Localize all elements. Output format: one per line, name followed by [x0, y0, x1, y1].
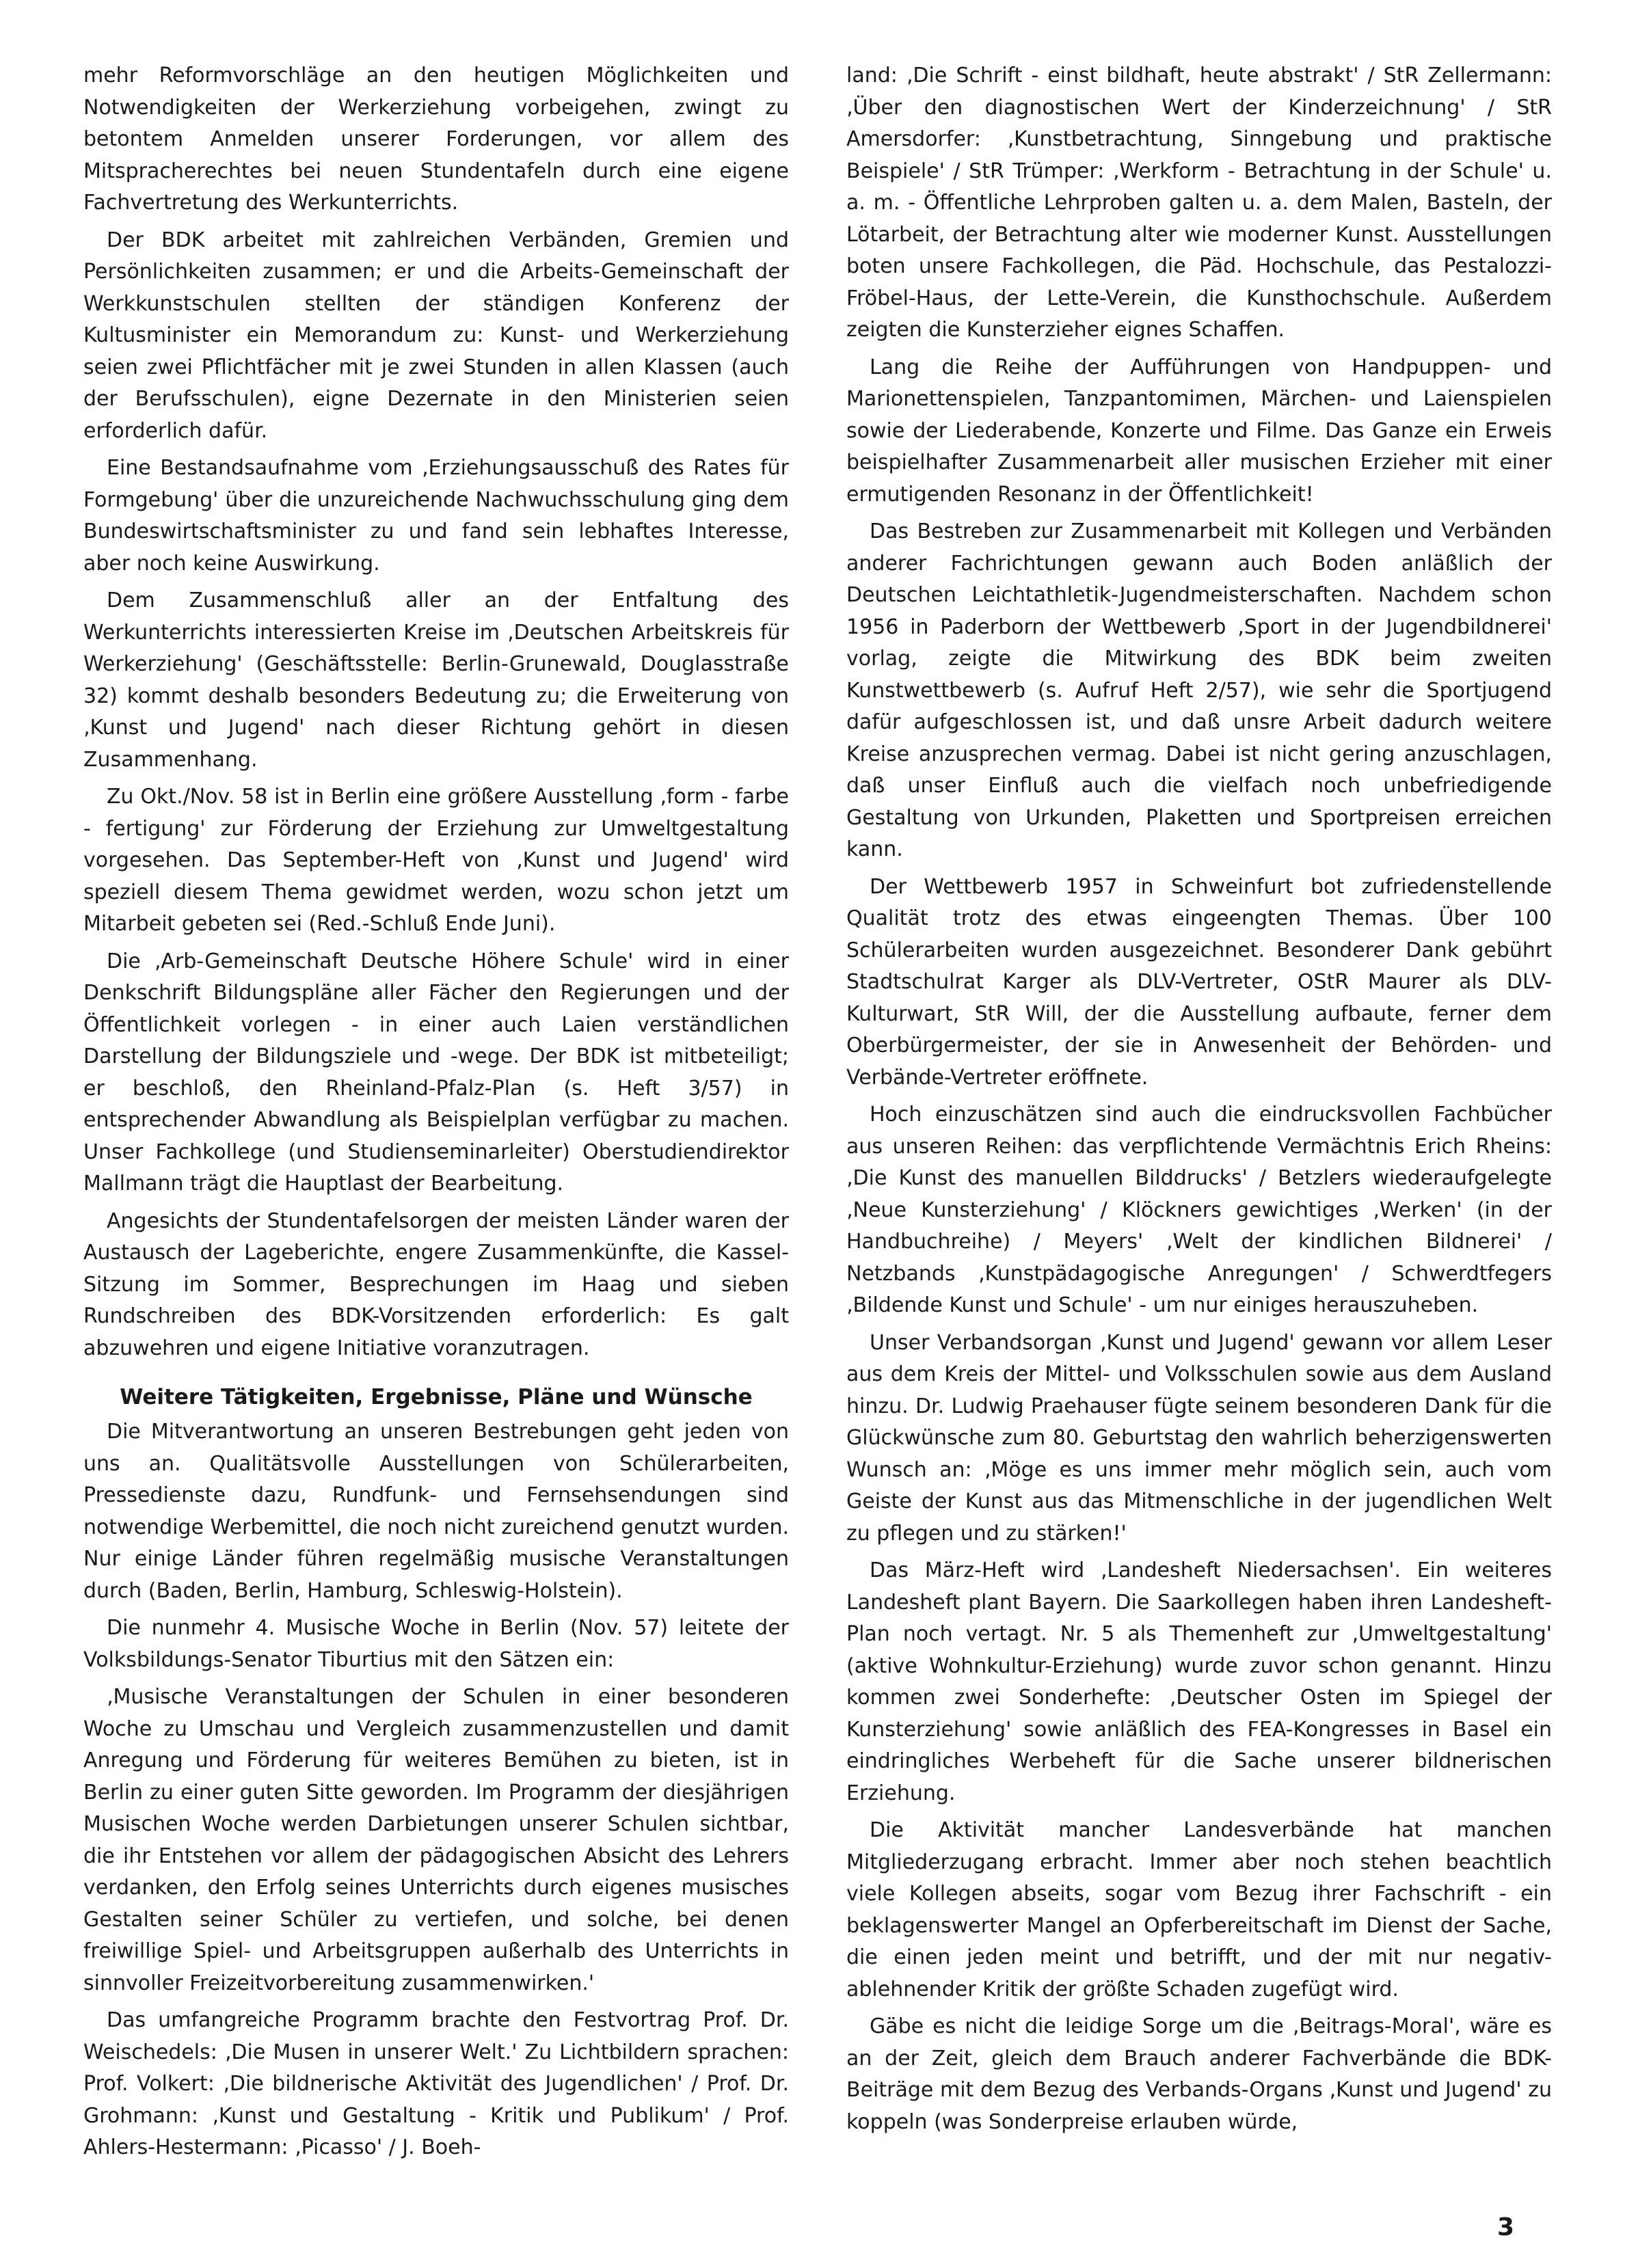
paragraph: Der BDK arbeitet mit zahlreichen Verbänden, Gremien und Persönlichkeiten zusammen; er und die Arbeits-Gemeinschaft der Werkkunstschulen stellten der ständigen Konferenz der Kultusminister ein Memorandum zu: Kunst- und Werkerziehung seien zwei Pflichtfächer mit je zwei Stunden in allen Klassen (auch der Berufsschulen), eigne Dezernate in den Ministerien seien erforderlich dafür. — [83, 228, 789, 443]
paragraph: Das Bestreben zur Zusammenarbeit mit Kollegen und Verbänden anderer Fachrichtungen gewann auch Boden anläßlich der Deutschen Leichtathletik-Jugendmeisterschaften. Nachdem schon 1956 in Paderborn der Wettbewerb ‚Sport in der Jugendbildnerei' vorlag, zeigte die Mitwirkung des BDK beim zweiten Kunstwettbewerb (s. Aufruf Heft 2/57), wie sehr die Sportjugend dafür aufgeschlossen ist, und daß unsre Arbeit dadurch weitere Kreise anzusprechen vermag. Dabei ist nicht gering anzuschlagen, daß unser Einfluß auch die vielfach noch unbefriedigende Gestaltung von Urkunden, Plaketten und Sportpreisen erreichen kann. — [846, 519, 1552, 861]
paragraph: Das umfangreiche Programm brachte den Festvortrag Prof. Dr. Weischedels: ‚Die Musen in unserer Welt.' Zu Lichtbildern sprachen: Prof. Volkert: ‚Die bildnerische Aktivität des Jugendlichen' / Prof. Dr. Grohmann: ‚Kunst und Gestaltung - Kritik und Publikum' / Prof. Ahlers-Hestermann: ‚Picasso' / J. Boeh- — [83, 2008, 789, 2159]
paragraph: Die Aktivität mancher Landesverbände hat manchen Mitgliederzugang erbracht. Immer aber noch stehen beachtlich viele Kollegen abseits, sogar vom Bezug ihrer Fachschrift - ein beklagenswerter Mangel an Opferbereitschaft im Dienst der Sache, die einen jeden meint und betrifft, und der mit nur negativ-ablehnender Kritik der größte Schaden zugefügt wird. — [846, 1818, 1552, 2001]
paragraph: Die ‚Arb-Gemeinschaft Deutsche Höhere Schule' wird in einer Denkschrift Bildungspläne aller Fächer den Regierungen und der Öffentlichkeit vorlegen - in einer auch Laien verständlichen Darstellung der Bildungsziele und -wege. Der BDK ist mitbeteiligt; er beschloß, den Rheinland-Pfalz-Plan (s. Heft 3/57) in entsprechender Abwandlung als Beispielplan verfügbar zu machen. Unser Fachkollege (und Studienseminarleiter) Oberstudiendirektor Mallmann trägt die Hauptlast der Bearbeitung. — [83, 949, 789, 1196]
right-column — [846, 60, 1552, 2144]
paragraph: Die nunmehr 4. Musische Woche in Berlin (Nov. 57) leitete der Volksbildungs-Senator Tiburtius mit den Sätzen ein: — [83, 1616, 789, 1672]
paragraph: land: ‚Die Schrift - einst bildhaft, heute abstrakt' / StR Zellermann: ‚Über den diagnostischen Wert der Kinderzeichnung' / StR Amersdorfer: ‚Kunstbetrachtung, Sinngebung und praktische Beispiele' / StR Trümper: ‚Werkform - Betrachtung in der Schule' u. a. m. - Öffentliche Lehrproben galten u. a. dem Malen, Basteln, der Lötarbeit, der Betrachtung alter wie moderner Kunst. Ausstellungen boten unsere Fachkollegen, die Päd. Hochschule, das Pestalozzi-Fröbel-Haus, der Lette-Verein, die Kunsthochschule. Außerdem zeigten die Kunsterzieher eignes Schaffen. — [846, 64, 1552, 342]
section-heading: Weitere Tätigkeiten, Ergebnisse, Pläne und Wünsche — [120, 1385, 753, 1409]
paragraph: Eine Bestandsaufnahme vom ‚Erziehungsausschuß des Rates für Formgebung' über die unzureichende Nachwuchsschulung ging dem Bundeswirtschaftsminister zu und fand sein lebhaftes Interesse, aber noch keine Auswirkung. — [83, 456, 789, 576]
paragraph: Dem Zusammenschluß aller an der Entfaltung des Werkunterrichts interessierten Kreise im ‚Deutschen Arbeitskreis für Werkerziehung' (Geschäftsstelle: Berlin-Grunewald, Douglasstraße 32) kommt deshalb besonders Bedeutung zu; die Erweiterung von ‚Kunst und Jugend' nach dieser Richtung gehört in diesen Zusammenhang. — [83, 589, 789, 772]
paragraph: Angesichts der Stundentafelsorgen der meisten Länder waren der Austausch der Lageberichte, engere Zusammenkünfte, die Kassel-Sitzung im Sommer, Besprechungen im Haag und sieben Rundschreiben des BDK-Vorsitzenden erforderlich: Es galt abzuwehren und eigene Initiative voranzutragen. — [83, 1209, 789, 1360]
paragraph: Lang die Reihe der Aufführungen von Handpuppen- und Marionettenspielen, Tanzpantomimen, Märchen- und Laienspielen sowie der Liederabende, Konzerte und Filme. Das Ganze ein Erweis beispielhafter Zusammenarbeit aller musischen Erzieher mit einer ermutigenden Resonanz in der Öffentlichkeit! — [846, 355, 1552, 507]
paragraph: mehr Reformvorschläge an den heutigen Möglichkeiten und Notwendigkeiten der Werkerziehung vorbeigehen, zwingt zu betontem Anmelden unserer Forderungen, vor allem des Mitspracherechtes bei neuen Stundentafeln durch eine eigene Fachvertretung des Werkunterrichts. — [83, 64, 789, 215]
page-number: 3 — [1497, 2213, 1515, 2241]
quote-paragraph: ‚Musische Veranstaltungen der Schulen in einer besonderen Woche zu Umschau und Vergleich zusammenzustellen und damit Anregung und Förderung für weiteres Bemühen zu bieten, ist in Berlin zu einer guten Sitte geworden. Im Programm der diesjährigen Musischen Woche werden Darbietungen unserer Schulen sichtbar, die ihr Entstehen vor allem der pädagogischen Absicht des Lehrers verdanken, den Erfolg seines Unterrichts durch eigenes musisches Gestalten seiner Schüler zu vertiefen, und solche, bei denen freiwillige Spiel- und Arbeitsgruppen außerhalb des Unterrichts in sinnvoller Freizeitvorbereitung zusammenwirken.' — [83, 1685, 789, 1995]
left-column — [83, 60, 789, 2170]
paragraph: Gäbe es nicht die leidige Sorge um die ‚Beitrags-Moral', wäre es an der Zeit, gleich dem Brauch anderer Fachverbände die BDK-Beiträge mit dem Bezug des Verbands-Organs ‚Kunst und Jugend' zu koppeln (was Sonderpreise erlauben würde, — [846, 2014, 1552, 2134]
paragraph: Der Wettbewerb 1957 in Schweinfurt bot zufriedenstellende Qualität trotz des etwas eingeengten Themas. Über 100 Schülerarbeiten wurden ausgezeichnet. Besonderer Dank gebührt Stadtschulrat Karger als DLV-Vertreter, OStR Maurer als DLV-Kulturwart, StR Will, der die Ausstellung aufbaute, ferner dem Oberbürgermeister, der sie in Anwesenheit der Behörden- und Verbände-Vertreter eröffnete. — [846, 874, 1552, 1090]
paragraph: Zu Okt./Nov. 58 ist in Berlin eine größere Ausstellung ‚form - farbe - fertigung' zur Förderung der Erziehung zur Umweltgestaltung vorgesehen. Das September-Heft von ‚Kunst und Jugend' wird speziell diesem Thema gewidmet werden, wozu schon jetzt um Mitarbeit gebeten sei (Red.-Schluß Ende Juni). — [83, 785, 789, 936]
paragraph: Die Mitverantwortung an unseren Bestrebungen geht jeden von uns an. Qualitätsvolle Ausstellungen von Schülerarbeiten, Pressedienste dazu, Rundfunk- und Fernsehsendungen sind notwendige Werbemittel, die noch nicht zureichend genutzt wurden. Nur einige Länder führen regelmäßig musische Veranstaltungen durch (Baden, Berlin, Hamburg, Schleswig-Holstein). — [83, 1420, 789, 1603]
paragraph: Hoch einzuschätzen sind auch die eindrucksvollen Fachbücher aus unseren Reihen: das verpflichtende Vermächtnis Erich Rheins: ‚Die Kunst des manuellen Bilddrucks' / Betzlers wiederaufgelegte ‚Neue Kunsterziehung' / Klöckners gewichtiges ‚Werken' (in der Handbuchreihe) / Meyers' ‚Welt der kindlichen Bildnerei' / Netzbands ‚Kunstpädagogische Anregungen' / Schwerdtfegers ‚Bildende Kunst und Schule' - um nur einiges herauszuheben. — [846, 1103, 1552, 1317]
paragraph: Unser Verbandsorgan ‚Kunst und Jugend' gewann vor allem Leser aus dem Kreis der Mittel- und Volksschulen sowie aus dem Ausland hinzu. Dr. Ludwig Praehauser fügte seinem besonderen Dank für die Glückwünsche zum 80. Geburtstag den wahrlich beherzigenswerten Wunsch an: ‚Möge es uns immer mehr möglich sein, auch vom Geiste der Kunst aus das Mitmenschliche in der jugendlichen Welt zu pflegen und zu stärken!' — [846, 1330, 1552, 1545]
paragraph: Das März-Heft wird ‚Landesheft Niedersachsen'. Ein weiteres Landesheft plant Bayern. Die Saarkollegen haben ihren Landesheft-Plan noch vertagt. Nr. 5 als Themenheft zur ‚Umweltgestaltung' (aktive Wohnkultur-Erziehung) wurde zuvor schon genannt. Hinzu kommen zwei Sonderhefte: ‚Deutscher Osten im Spiegel der Kunsterziehung' sowie anläßlich des FEA-Kongresses in Basel ein eindringliches Werbeheft für die Sache unserer bildnerischen Erziehung. — [846, 1558, 1552, 1805]
